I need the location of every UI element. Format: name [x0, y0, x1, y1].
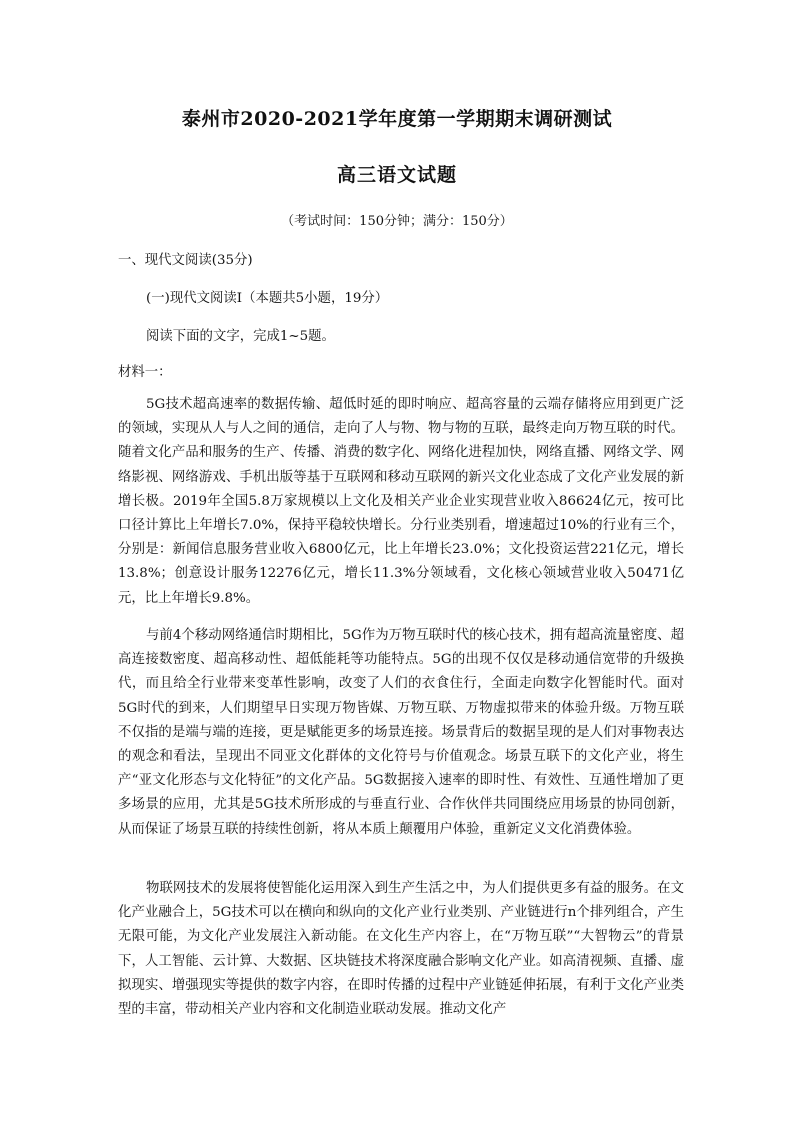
subsection-heading-reading-one: (一)现代文阅读Ⅰ（本题共5小题，19分） — [146, 291, 389, 306]
body-paragraph: 5G技术超高速率的数据传输、超低时延的即时响应、超高容量的云端存储将应用到更广泛的领域，实现从人与人之间的通信，走向了人与物、物与物的互联，最终走向万物互联的时代。随着文化产品和服务的生产、传播、消费的数字化、网络化进程加快，网络直播、网络文学、网络影视、网络游戏、手机出版等基于互联网和移动互联网的新兴文化业态成了文化产业发展的新增长极。2019年全国5.8万家规模以上文化及相关产业企业实现营业收入86624亿元，按可比口径计算比上年增长7.0%，保持平稳较快增长。分行业类别看，增速超过10%的行业有三个，分别是：新闻信息服务营业收入6800亿元，比上年增长23.0%；文化投资运营221亿元，增长13.8%；创意设计服务12276亿元，增长11.3%分领域看，文化核心领域营业收入50471亿元，比上年增长9.8%。 — [118, 397, 684, 606]
reading-instruction: 阅读下面的文字，完成1~5题。 — [146, 329, 335, 344]
exam-title: 泰州市2020-2021学年度第一学期期末调研测试 — [181, 108, 613, 130]
material-one-label: 材料一： — [118, 365, 172, 380]
exam-subtitle: 高三语文试题 — [336, 164, 457, 186]
body-paragraph: 与前4个移动网络通信时期相比，5G作为万物互联时代的核心技术，拥有超高流量密度、超高连接数密度、超高移动性、超低能耗等功能特点。5G的出现不仅仅是移动通信宽带的升级换代，而且给全行业带来变革性影响，改变了人们的衣食住行，全面走向数字化智能时代。面对5G时代的到来，人们期望早日实现万物皆媒、万物互联、万物虚拟带来的体验升级。万物互联不仅指的是端与端的连接，更是赋能更多的场景连接。场景背后的数据呈现的是人们对事物表达的观念和看法，呈现出不同亚文化群体的文化符号与价值观念。场景互联下的文化产业，将生产“亚文化形态与文化特征”的文化产品。5G数据接入速率的即时性、有效性、互通性增加了更多场景的应用，尤其是5G技术所形成的与垂直行业、合作伙伴共同围绕应用场景的协同创新，从而保证了场景互联的持续性创新，将从本质上颠覆用户体验，重新定义文化消费体验。 — [118, 628, 684, 837]
body-paragraph: 物联网技术的发展将使智能化运用深入到生产生活之中，为人们提供更多有益的服务。在文化产业融合上，5G技术可以在横向和纵向的文化产业行业类别、产业链进行n个排列组合，产生无限可能，为文化产业发展注入新动能。在文化生产内容上，在“万物互联”“大智物云”的背景下，人工智能、云计算、大数据、区块链技术将深度融合影响文化产业。如高清视频、直播、虚拟现实、增强现实等提供的数字内容，在即时传播的过程中产业链延伸拓展，有利于文化产业类型的丰富，带动相关产业内容和文化制造业联动发展。推动文化产 — [118, 881, 684, 1018]
exam-time-score-info: （考试时间：150分钟；满分：150分） — [281, 214, 513, 229]
section-heading-modern-reading: 一、现代文阅读(35分) — [118, 253, 253, 268]
